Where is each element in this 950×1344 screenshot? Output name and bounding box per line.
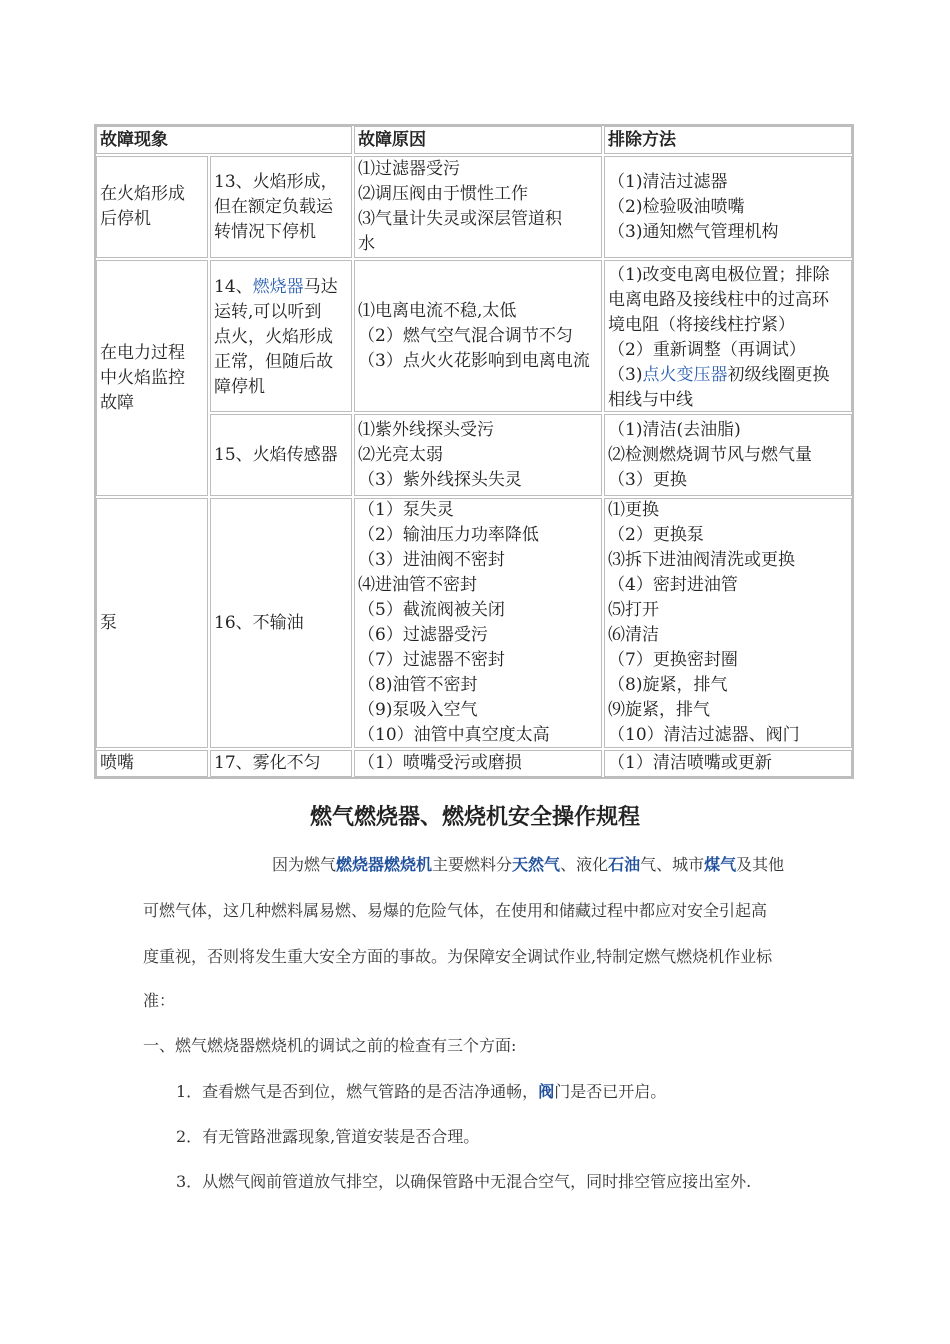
- fault-table: [94, 124, 854, 779]
- header-phenomenon: 故障现象: [96, 126, 352, 154]
- article-title: 燃气燃烧器、燃烧机安全操作规程: [309, 805, 640, 830]
- row2-causes: ⑴电离电流不稳,太低 （2）燃气空气混合调节不匀 （3）点火火花影响到电离电流: [354, 260, 602, 412]
- keyword-natural-gas-link[interactable]: 天然气: [512, 855, 561, 874]
- row5-cause: （1）喷嘴受污或磨损: [354, 750, 602, 777]
- row3-detail: 15、火焰传感器: [210, 414, 352, 496]
- keyword-petroleum-link[interactable]: 石油: [608, 855, 641, 874]
- row1-causes: ⑴过滤器受污 ⑵调压阀由于惯性工作 ⑶气量计失灵或深层管道积 水: [354, 156, 602, 258]
- row3-causes: ⑴紫外线探头受污 ⑵光亮太弱 （3）紫外线探头失灵: [354, 414, 602, 496]
- row5-detail: 17、雾化不匀: [210, 750, 352, 777]
- row5-phenomenon: 喷嘴: [96, 750, 208, 777]
- row1-detail: 13、火焰形成， 但在额定负载运 转情况下停机: [210, 156, 352, 258]
- row4-causes: （1）泵失灵 （2）输油压力功率降低 （3）进油阀不密封 ⑷进油管不密封 （5）截流阀被关闭 （6）过滤器受污 （7）过滤器不密封 （8)油管不密封 （9)泵吸入空气 （10）油管中真空度太高: [354, 498, 602, 748]
- row2-solutions: （1)改变电离电极位置；排除 电离电路及接线柱中的过高环 境电阻（将接线柱拧紧） （2）重新调整（再调试） （3)点火变压器初级线圈更换 相线与中线: [604, 260, 852, 412]
- ignition-transformer-link[interactable]: 点火变压器: [642, 365, 728, 385]
- row2-detail: 14、燃烧器马达 运转,可以听到 点火，火焰形成 正常，但随后故 障停机: [210, 260, 352, 412]
- header-solution: 排除方法: [604, 126, 852, 154]
- keyword-burner-link[interactable]: 燃烧器燃烧机: [336, 855, 433, 874]
- paragraph-intro-line2: 可燃气体，这几种燃料属易燃、易爆的危险气体，在使用和储藏过程中都应对安全引起高: [143, 901, 768, 920]
- row5-solution: （1）清洁喷嘴或更新: [604, 750, 852, 777]
- row4-detail: 16、不输油: [210, 498, 352, 748]
- row2-phenomenon: 在电力过程 中火焰监控 故障: [96, 260, 208, 496]
- keyword-valve-link[interactable]: 阀: [538, 1082, 555, 1101]
- checklist-item-3: 3．从燃气阀前管道放气排空，以确保管路中无混合空气，同时排空管应接出室外.: [176, 1172, 752, 1191]
- burner-link[interactable]: 燃烧器: [252, 277, 304, 297]
- paragraph-intro-line4: 准：: [143, 991, 176, 1010]
- paragraph-intro-line3: 度重视，否则将发生重大安全方面的事故。为保障安全调试作业,特制定燃气燃烧机作业标: [143, 947, 773, 966]
- row1-solutions: （1)清洁过滤器 （2)检验吸油喷嘴 （3)通知燃气管理机构: [604, 156, 852, 258]
- row3-solutions: （1)清洁(去油脂) ⑵检测燃烧调节风与燃气量 （3）更换: [604, 414, 852, 496]
- header-cause: 故障原因: [354, 126, 602, 154]
- checklist-item-1: 1．查看燃气是否到位，燃气管路的是否洁净通畅，阀门是否已开启。: [176, 1082, 667, 1101]
- section-heading-1: 一、燃气燃烧器燃烧机的调试之前的检查有三个方面:: [143, 1036, 517, 1055]
- row1-phenomenon: 在火焰形成 后停机: [96, 156, 208, 258]
- row4-solutions: ⑴更换 （2）更换泵 ⑶拆下进油阀清洗或更换 （4）密封进油管 ⑸打开 ⑹清洁 （7）更换密封圈 （8)旋紧，排气 ⑼旋紧，排气 （10）清洁过滤器、阀门: [604, 498, 852, 748]
- checklist-item-2: 2．有无管路泄露现象,管道安装是否合理。: [176, 1127, 480, 1146]
- paragraph-intro-line1: 因为燃气燃烧器燃烧机主要燃料分天然气、液化石油气、城市煤气及其他: [272, 855, 785, 874]
- row4-phenomenon: 泵: [96, 498, 208, 748]
- keyword-coal-gas-link[interactable]: 煤气: [704, 855, 737, 874]
